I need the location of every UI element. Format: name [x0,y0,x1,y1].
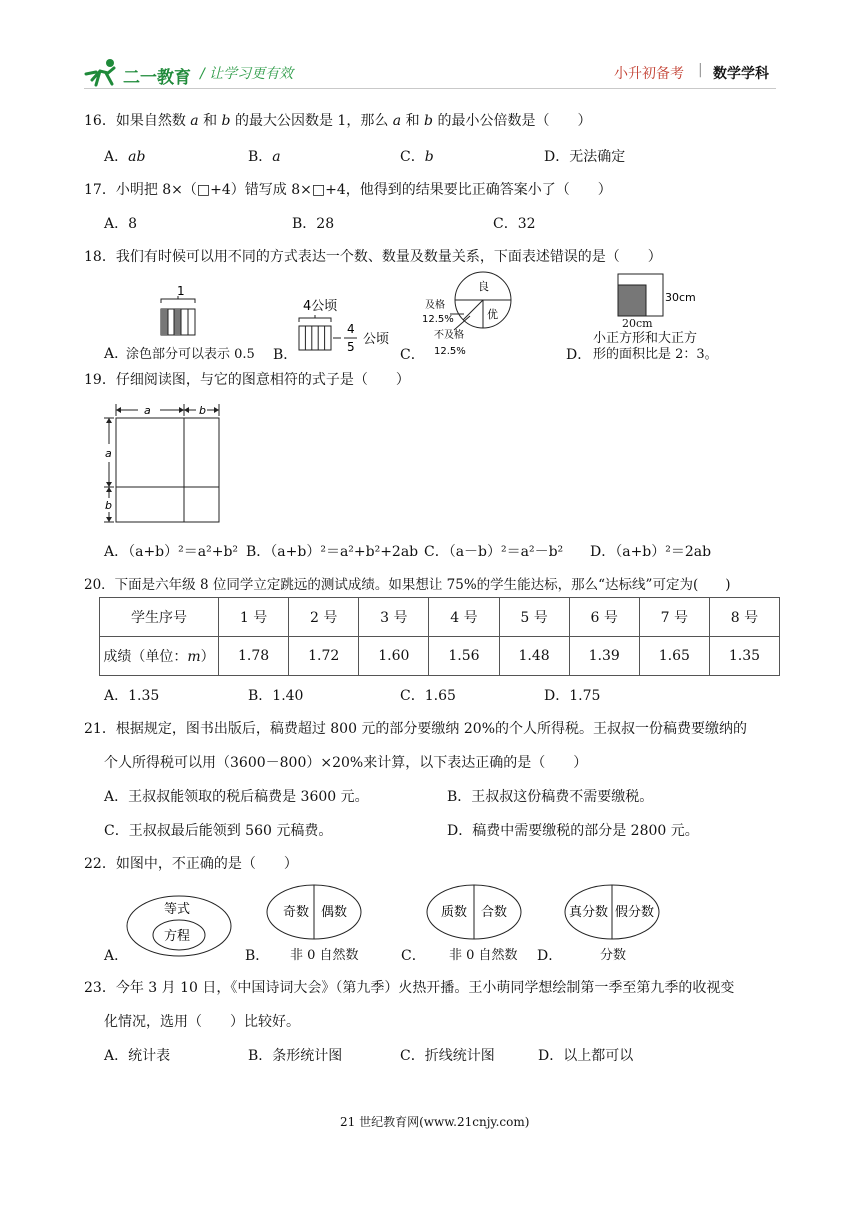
q18-c-fail-pct: 12.5% [434,346,466,357]
q19-top-label-a: a [144,404,151,417]
q21-option-a: A．王叔叔能领取的税后稿费是 3600 元。 [104,789,369,805]
table-header-cell: 7 号 [639,598,709,637]
q16-option-b: B．a [248,149,281,165]
q22-b-right-label: 偶数 [321,905,348,920]
q16-option-a: A．ab [104,149,146,165]
header-subject: 数学学科 [713,66,769,82]
q22-b-split-ellipse [264,883,364,943]
q18-option-a-letter: A． [104,346,129,362]
q18-a-text: 涂色部分可以表示 0.5 [126,347,255,362]
q18-b-denominator: 5 [347,340,355,354]
table-header-cell: 5 号 [499,598,569,637]
q22-d-left-label: 真分数 [569,905,609,920]
q21-option-b: B．王叔叔这份稿费不需要缴税。 [447,789,654,805]
q18-c-pie-chart [420,270,520,360]
q23-option-c: C．折线统计图 [400,1048,495,1064]
table-cell: 1.60 [359,637,429,676]
q18-c-good-label: 良 [478,280,489,293]
runner-logo-icon [84,58,124,88]
table-header-cell: 8 号 [709,598,779,637]
q21-stem-line1: 21．根据规定，图书出版后，稿费超过 800 元的部分要缴纳 20%的个人所得税。王叔叔一份稿费要缴纳的 [84,721,748,737]
table-header-cell: 2 号 [289,598,359,637]
q20-option-a: A．1.35 [104,688,160,704]
table-cell: 1.39 [569,637,639,676]
q22-c-right-label: 合数 [481,905,508,920]
q18-b-numerator: 4 [347,322,355,336]
q18-b-label: 4公顷 [303,299,338,314]
q19-top-label-b: b [199,404,206,417]
q21-option-d: D．稿费中需要缴税的部分是 2800 元。 [447,823,699,839]
q22-c-caption: 非 0 自然数 [449,948,518,963]
q23-stem-line1: 23．今年 3 月 10 日，《中国诗词大会》（第九季）火热开播。王小萌同学想绘制第一季至第九季的收视变 [84,980,735,996]
q18-c-fail-label: 不及格 [434,330,464,341]
table-header-cell: 4 号 [429,598,499,637]
q23-stem-line2: 化情况，选用（ ）比较好。 [104,1014,300,1030]
q17-option-c: C．32 [493,216,536,232]
header-category: 小升初备考 [614,66,684,82]
q16-stem: 16．如果自然数 a 和 b 的最大公因数是 1，那么 a 和 b 的最小公倍数是（ ） [84,113,592,129]
q18-d-text-line2: 形的面积比是 2：3。 [593,347,718,362]
q22-option-d-letter: D． [537,948,563,964]
q22-option-c-letter: C． [401,948,426,964]
table-header-cell: 3 号 [359,598,429,637]
table-header-cell: 学生序号 [100,598,219,637]
q22-option-b-letter: B． [245,948,270,964]
q18-b-unit: 公顷 [363,332,390,347]
q18-d-height-label: 30cm [665,291,696,304]
q18-a-top-label: 1 [177,284,185,298]
q22-c-split-ellipse [424,883,524,943]
q21-stem-line2: 个人所得税可以用（3600－800）×20%来计算，以下表达正确的是（ ） [104,755,588,771]
q22-b-caption: 非 0 自然数 [290,948,359,963]
q22-a-inner-label: 方程 [164,929,191,944]
q18-d-squares-diagram [610,271,700,321]
table-row-label: 成绩（单位：m） [100,637,219,676]
q19-option-c: C．（a－b）²＝a²－b² [424,544,564,560]
table-row [100,637,780,676]
table-cell: 1.72 [289,637,359,676]
q17-option-a: A．8 [104,216,138,232]
q18-option-d-letter: D． [566,347,592,363]
q19-option-b: B．（a+b）²＝a²+b²+2ab [246,544,419,560]
q18-a-bar-diagram [155,283,205,339]
q16-option-d: D．无法确定 [544,149,626,165]
q18-d-text-line1: 小正方形和大正方 [593,331,698,346]
table-cell: 1.65 [639,637,709,676]
header-divider: | [698,62,703,78]
table-header-cell: 1 号 [219,598,289,637]
table-cell: 1.56 [429,637,499,676]
table-header-cell: 6 号 [569,598,639,637]
q18-c-pass-pct: 12.5% [422,314,454,325]
q21-option-c: C．王叔叔最后能领到 560 元稿费。 [104,823,333,839]
q22-stem: 22．如图中，不正确的是（ ） [84,856,298,872]
q23-option-a: A．统计表 [104,1048,171,1064]
q23-option-d: D．以上都可以 [538,1048,634,1064]
q22-d-split-ellipse [562,883,662,943]
q19-square-diagram [100,400,225,525]
header-rule [84,88,776,89]
q18-stem: 18．我们有时候可以用不同的方式表达一个数、数量及数量关系，下面表述错误的是（ ） [84,249,662,265]
q22-d-caption: 分数 [600,948,627,963]
page-footer: 21 世纪教育网(www.21cnjy.com) [340,1115,530,1129]
table-cell: 1.35 [709,637,779,676]
q18-c-pass-label: 及格 [425,300,445,311]
q20-stem: 20．下面是六年级 8 位同学立定跳远的测试成绩。如果想让 75%的学生能达标，那么“达标线”可定为( ) [84,577,731,593]
q18-c-excellent-label: 优 [487,308,498,321]
q19-option-d: D．（a+b）²＝2ab [590,544,712,560]
q22-b-left-label: 奇数 [283,905,310,920]
q22-a-nested-ellipse [124,893,234,959]
q18-option-c-letter: C． [400,347,425,363]
table-row [100,598,780,637]
q17-option-b: B．28 [292,216,335,232]
q22-c-left-label: 质数 [441,905,468,920]
slogan: / 让学习更有效 [200,66,294,82]
q19-option-a: A．（a+b）²＝a²+b² [104,544,239,560]
table-cell: 1.78 [219,637,289,676]
table-cell: 1.48 [499,637,569,676]
q17-stem: 17．小明把 8×（□+4）错写成 8×□+4，他得到的结果要比正确答案小了（ ） [84,182,612,198]
q18-d-width-label: 20cm [622,317,653,330]
q19-left-label-b: b [105,499,112,512]
q22-d-right-label: 假分数 [615,905,655,920]
q16-option-c: C．b [400,149,434,165]
q20-score-table [99,597,780,676]
q19-left-label-a: a [105,447,112,460]
q22-option-a-letter: A． [104,948,129,964]
q18-option-b-letter: B． [273,347,298,363]
q20-option-c: C．1.65 [400,688,456,704]
q19-stem: 19．仔细阅读图，与它的图意相符的式子是（ ） [84,372,410,388]
brand-name: 二一教育 [123,68,191,88]
q23-option-b: B．条形统计图 [248,1048,343,1064]
q22-a-outer-label: 等式 [164,902,191,917]
q20-option-d: D．1.75 [544,688,601,704]
q18-b-field-diagram [295,296,405,358]
q20-option-b: B．1.40 [248,688,304,704]
